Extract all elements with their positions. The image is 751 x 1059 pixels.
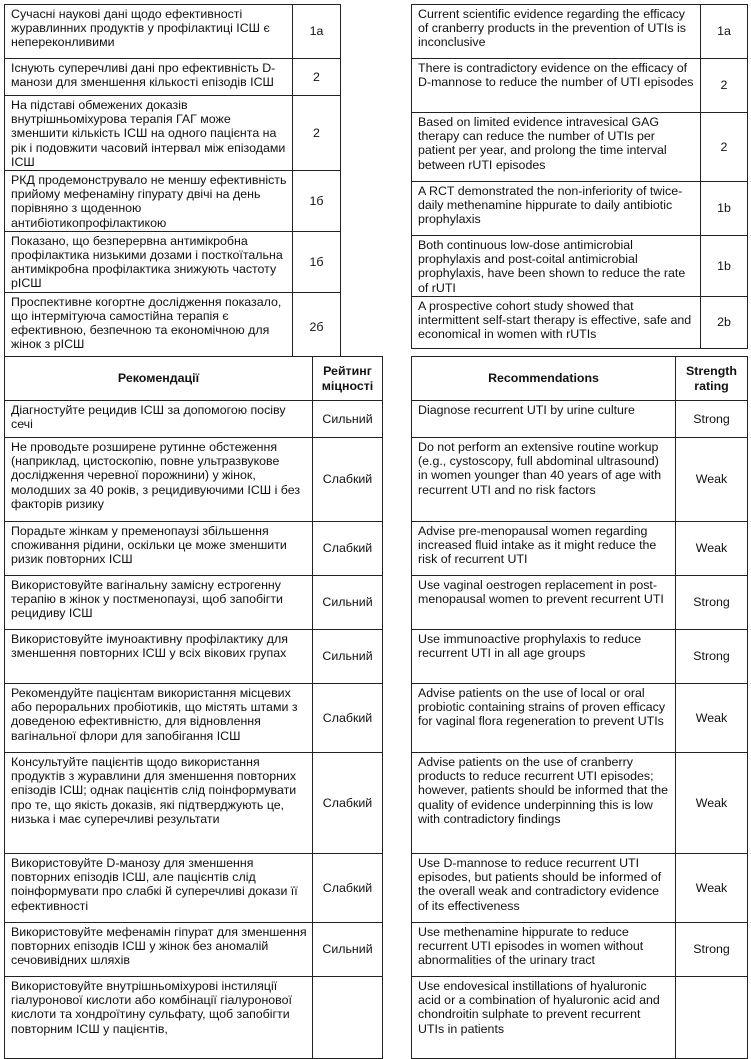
strength-rating: Strong <box>676 923 748 977</box>
evidence-level: 2b <box>701 296 748 348</box>
evidence-text: Both continuous low-dose antimicrobial prophylaxis and post-coital antimicrobial prophylaxis, have been shown to reduce the rate of rUTI <box>412 236 701 297</box>
recommendation-text: Advise patients on the use of cranberry products to reduce recurrent UTI episodes; however, patients should be informed that the quality of evidence underpinning this is low with contradictory findings <box>412 753 676 854</box>
evidence-level: 1b <box>701 182 748 236</box>
strength-rating: Strong <box>676 401 748 438</box>
strength-rating: Weak <box>676 522 748 576</box>
evidence-text: Current scientific evidence regarding the efficacy of cranberry products in the prevention of UTIs is inconclusive <box>412 5 701 59</box>
strength-rating: Weak <box>676 753 748 854</box>
evidence-text: A RCT demonstrated the non-inferiority of twice-daily methenamine hippurate to daily antibiotic prophylaxis <box>412 182 701 236</box>
recommendation-text: Порадьте жінкам у пременопаузі збільшення споживання рідини, оскільки це може зменшити ризик повторних ІСШ <box>5 522 313 576</box>
strength-rating: Слабкий <box>313 854 383 923</box>
strength-rating-header: Strength rating <box>676 357 748 401</box>
evidence-text: Сучасні наукові дані щодо ефективності журавлинних продуктів у профілактиці ІСШ є непереконливими <box>5 5 293 59</box>
strength-rating: Сильний <box>313 576 383 630</box>
strength-rating: Weak <box>676 854 748 923</box>
recommendation-text: Use immunoactive prophylaxis to reduce recurrent UTI in all age groups <box>412 630 676 684</box>
strength-rating: Strong <box>676 630 748 684</box>
strength-rating: Weak <box>676 438 748 522</box>
recommendations-table-en <box>411 356 748 1059</box>
evidence-level: 2б <box>293 292 341 361</box>
strength-rating-header: Рейтинг міцності <box>313 357 383 401</box>
recommendation-text: Використовуйте D-манозу для зменшення повторних епізодів ІСШ, але пацієнтів слід поінформувати про слабкі й суперечливі докази її ефективності <box>5 854 313 923</box>
recommendation-text: Use D-mannose to reduce recurrent UTI episodes, but patients should be informed of the overall weak and contradictory evidence of its effectiveness <box>412 854 676 923</box>
evidence-text: Показано, що безперервна антимікробна профілактика низькими дозами і посткоїтальна антимікробна профілактика знижують частоту рІСШ <box>5 231 293 292</box>
recommendation-text: Diagnose recurrent UTI by urine culture <box>412 401 676 438</box>
evidence-text: На підставі обмежених доказів внутрішньоміхурова терапія ГАГ може зменшити кількість ІСШ на одного пацієнта на рік і подовжити часовий інтервал між епізодами ІСШ <box>5 96 293 171</box>
evidence-level: 1b <box>701 236 748 297</box>
recommendations-table-uk <box>4 356 383 1059</box>
strength-rating: Strong <box>676 576 748 630</box>
evidence-level: 2 <box>701 59 748 113</box>
strength-rating: Сильний <box>313 923 383 977</box>
recommendation-text: Використовуйте внутрішньоміхурові інстиляції гіалуронової кислоти або комбінації гіалуронової кислоти та хондроїтину сульфату, щоб запобігти повторним ІСШ у пацієнтів, <box>5 977 313 1059</box>
recommendation-text: Не проводьте розширене рутинне обстеження (наприклад, цистоскопію, повне ультразвукове дослідження черевної порожнини) у жінок, молодших за 40 років, з рецидивуючими ІСШ і без факторів ризику <box>5 438 313 522</box>
strength-rating <box>676 977 748 1059</box>
recommendation-text: Рекомендуйте пацієнтам використання місцевих або пероральних пробіотиків, що містять штами з доведеною ефективністю, для відновлення вагінальної флори для запобігання ІСШ <box>5 684 313 753</box>
recommendation-text: Advise patients on the use of local or oral probiotic containing strains of proven efficacy for vaginal flora regeneration to prevent UTIs <box>412 684 676 753</box>
evidence-text: Існують суперечливі дані про ефективність D-манози для зменшення кількості епізодів ІСШ <box>5 59 293 96</box>
recommendation-text: Використовуйте мефенамін гіпурат для зменшення повторних епізодів ІСШ у жінок без аномалій сечовивідних шляхів <box>5 923 313 977</box>
evidence-text: РКД продемонструвало не меншу ефективність прийому мефенаміну гіпурату двічі на день порівняно з щоденною антибіотикопрофілактикою <box>5 171 293 232</box>
evidence-level: 2 <box>293 59 341 96</box>
recommendations-header: Recommendations <box>412 357 676 401</box>
evidence-table-uk <box>4 4 341 362</box>
recommendation-text: Консультуйте пацієнтів щодо використання продуктів з журавлини для зменшення повторних епізодів ІСШ; однак пацієнтів слід поінформувати про те, що якість доказів, які підтверджують це, низька і має суперечливі результати <box>5 753 313 854</box>
evidence-text: Based on limited evidence intravesical GAG therapy can reduce the number of UTIs per patient per year, and prolong the time interval between rUTI episodes <box>412 113 701 182</box>
recommendations-header: Рекомендації <box>5 357 313 401</box>
evidence-table-en <box>411 4 748 349</box>
recommendation-text: Use methenamine hippurate to reduce recurrent UTI episodes in women without abnormalities of the urinary tract <box>412 923 676 977</box>
recommendation-text: Use endovesical instillations of hyaluronic acid or a combination of hyaluronic acid and chondroitin sulphate to prevent recurrent UTIs in patients <box>412 977 676 1059</box>
evidence-level: 1a <box>701 5 748 59</box>
recommendation-text: Use vaginal oestrogen replacement in post-menopausal women to prevent recurrent UTI <box>412 576 676 630</box>
recommendation-text: Використовуйте вагінальну замісну естрогенну терапію в жінок у постменопаузі, щоб запобігти рецидиву ІСШ <box>5 576 313 630</box>
recommendation-text: Використовуйте імуноактивну профілактику для зменшення повторних ІСШ у всіх вікових групах <box>5 630 313 684</box>
recommendation-text: Advise pre-menopausal women regarding increased fluid intake as it might reduce the risk of recurrent UTI <box>412 522 676 576</box>
evidence-level: 1б <box>293 171 341 232</box>
evidence-text: Проспективне когортне дослідження показало, що інтермітуюча самостійна терапія є ефективною, безпечною та економічною для жінок з рІСШ <box>5 292 293 361</box>
evidence-level: 1б <box>293 231 341 292</box>
evidence-level: 2 <box>701 113 748 182</box>
recommendation-text: Do not perform an extensive routine workup (e.g., cystoscopy, full abdominal ultrasound) in women younger than 40 years of age with recurrent UTI and no risk factors <box>412 438 676 522</box>
recommendation-text: Діагностуйте рецидив ІСШ за допомогою посіву сечі <box>5 401 313 438</box>
strength-rating <box>313 977 383 1059</box>
strength-rating: Слабкий <box>313 753 383 854</box>
evidence-level: 2 <box>293 96 341 171</box>
evidence-text: There is contradictory evidence on the efficacy of D-mannose to reduce the number of UTI episodes <box>412 59 701 113</box>
evidence-text: A prospective cohort study showed that intermittent self-start therapy is effective, safe and economical in women with rUTIs <box>412 296 701 348</box>
evidence-level: 1а <box>293 5 341 59</box>
strength-rating: Слабкий <box>313 684 383 753</box>
strength-rating: Сильний <box>313 401 383 438</box>
strength-rating: Weak <box>676 684 748 753</box>
strength-rating: Слабкий <box>313 522 383 576</box>
strength-rating: Сильний <box>313 630 383 684</box>
strength-rating: Слабкий <box>313 438 383 522</box>
